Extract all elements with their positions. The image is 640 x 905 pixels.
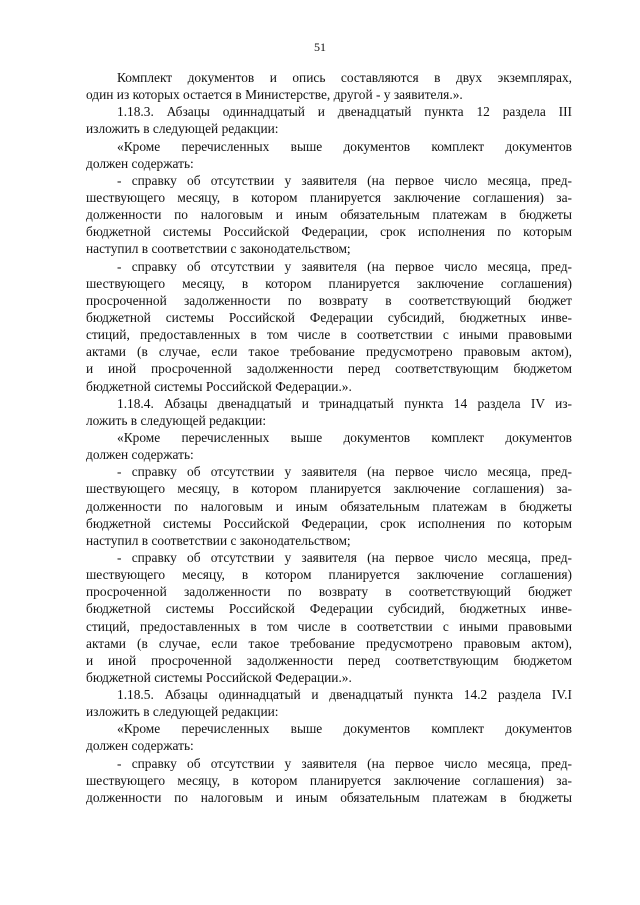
text-line: шествующего месяцу, в котором планируется заключение соглашения) за- xyxy=(86,189,572,205)
text-line: стиций, предоставленных в том числе в соответствии с иными правовыми xyxy=(86,327,572,343)
text-line: бюджетной системы Российской Федерации.». xyxy=(86,378,352,394)
text-line: - справку об отсутствии у заявителя (на первое число месяца, пред- xyxy=(117,464,572,480)
text-line: долженности по налоговым и иным обязательным платежам в бюджеты xyxy=(86,789,572,805)
text-line: «Кроме перечисленных выше документов комплект документов xyxy=(117,429,572,445)
text-line: и иной просроченной задолженности перед соответствующим бюджетом xyxy=(86,652,572,668)
text-line: и иной просроченной задолженности перед соответствующим бюджетом xyxy=(86,361,572,377)
page-number: 51 xyxy=(314,40,326,54)
text-line: должен содержать: xyxy=(86,447,194,463)
text-line: «Кроме перечисленных выше документов комплект документов xyxy=(117,721,572,737)
text-line: шествующего месяцу, в котором планируется заключение соглашения) за- xyxy=(86,772,572,788)
text-line: 1.18.3. Абзацы одиннадцатый и двенадцатый пункта 12 раздела III xyxy=(117,104,572,120)
text-line: должен содержать: xyxy=(86,155,194,171)
text-line: изложить в следующей редакции: xyxy=(86,121,279,137)
text-line: бюджетной системы Российской Федерации субсидий, бюджетных инве- xyxy=(86,309,572,325)
document-body xyxy=(86,69,572,806)
text-line: - справку об отсутствии у заявителя (на первое число месяца, пред- xyxy=(117,755,572,771)
text-line: - справку об отсутствии у заявителя (на первое число месяца, пред- xyxy=(117,172,572,188)
text-line: актами (в случае, если такое требование предусмотрено правовым актом), xyxy=(86,344,572,360)
text-line: один из которых остается в Министерстве, другой - у заявителя.». xyxy=(86,87,463,103)
text-line: - справку об отсутствии у заявителя (на первое число месяца, пред- xyxy=(117,549,572,565)
text-line: ложить в следующей редакции: xyxy=(86,412,267,428)
text-line: изложить в следующей редакции: xyxy=(86,704,279,720)
text-line: бюджетной системы Российской Федерации.». xyxy=(86,669,352,685)
text-line: стиций, предоставленных в том числе в соответствии с иными правовыми xyxy=(86,618,572,634)
text-line: долженности по налоговым и иным обязательным платежам в бюджеты xyxy=(86,498,572,514)
text-line: шествующего месяцу, в котором планируется заключение соглашения) за- xyxy=(86,481,572,497)
text-line: бюджетной системы Российской Федерации, срок исполнения по которым xyxy=(86,515,572,531)
text-line: «Кроме перечисленных выше документов комплект документов xyxy=(117,138,572,154)
text-line: наступил в соответствии с законодательством; xyxy=(86,532,351,548)
text-line: бюджетной системы Российской Федерации субсидий, бюджетных инве- xyxy=(86,601,572,617)
text-line: должен содержать: xyxy=(86,738,194,754)
text-line: 1.18.4. Абзацы двенадцатый и тринадцатый пункта 14 раздела IV из- xyxy=(117,395,572,411)
text-line: шествующего месяцу, в котором планируется заключение соглашения) xyxy=(86,567,572,583)
text-line: Комплект документов и опись составляются в двух экземплярах, xyxy=(117,70,572,85)
text-line: - справку об отсутствии у заявителя (на первое число месяца, пред- xyxy=(117,258,572,274)
text-line: 1.18.5. Абзацы одиннадцатый и двенадцатый пункта 14.2 раздела IV.I xyxy=(117,687,572,703)
text-line: шествующего месяцу, в котором планируется заключение соглашения) xyxy=(86,275,572,291)
text-line: просроченной задолженности по возврату в соответствующий бюджет xyxy=(86,584,572,600)
text-line: бюджетной системы Российской Федерации, срок исполнения по которым xyxy=(86,224,572,240)
text-line: наступил в соответствии с законодательством; xyxy=(86,241,351,257)
text-line: просроченной задолженности по возврату в соответствующий бюджет xyxy=(86,292,572,308)
text-line: актами (в случае, если такое требование предусмотрено правовым актом), xyxy=(86,635,572,651)
text-line: долженности по налоговым и иным обязательным платежам в бюджеты xyxy=(86,207,572,223)
